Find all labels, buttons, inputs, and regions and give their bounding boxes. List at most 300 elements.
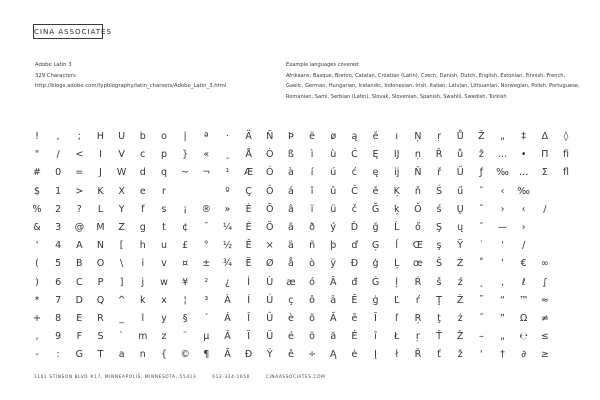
glyph-cell: À	[224, 294, 231, 306]
glyph-cell: ›	[500, 203, 505, 215]
glyph-cell: ƒ	[479, 167, 484, 179]
glyph-cell: w	[160, 276, 168, 288]
glyph-cell: ´	[203, 313, 209, 324]
glyph-cell: ş	[436, 240, 442, 252]
glyph-cell: á	[287, 185, 294, 197]
glyph-cell: Ē	[351, 294, 358, 306]
glyph-cell: A	[76, 240, 83, 252]
glyph-cell: Ā	[329, 276, 337, 288]
glyph-cell: '	[35, 240, 39, 252]
glyph-cell: ¢	[182, 222, 189, 233]
glyph-cell: ļ	[395, 276, 399, 288]
glyph-cell: W	[116, 167, 127, 179]
glyph-cell: Ê	[245, 240, 252, 252]
glyph-cell: k	[140, 294, 146, 306]
glyph-cell: _	[119, 313, 124, 324]
glyph-cell: z	[161, 331, 167, 343]
glyph-cell: Ð	[244, 349, 253, 361]
glyph-cell: ĳ	[394, 167, 400, 179]
glyph-cell: ŗ	[415, 331, 420, 343]
glyph-cell: P	[97, 276, 104, 288]
glyph-cell: ż	[457, 313, 463, 324]
glyph-cell: ¬	[202, 167, 211, 179]
glyph-cell: i	[141, 258, 145, 270]
glyph-cell: ˆ	[478, 185, 484, 197]
glyph-cell: C	[75, 276, 83, 288]
glyph-cell: é	[287, 331, 294, 343]
glyph-cell: N	[96, 240, 105, 252]
glyph-cell: ˘	[478, 222, 484, 233]
glyph-cell: &	[33, 222, 41, 233]
glyph-cell: þ	[330, 240, 337, 252]
glyph-cell: ë	[309, 131, 315, 142]
glyph-cell: ł	[395, 349, 399, 361]
glyph-cell: ℮	[519, 331, 528, 343]
glyph-cell: x	[161, 294, 167, 306]
glyph-cell: ~	[181, 167, 190, 179]
glyph-cell: 5	[55, 258, 62, 270]
glyph-cell: –	[478, 331, 484, 343]
glyph-cell: ß	[287, 149, 294, 161]
footer-address: 1101 STINSON BLVD #17, MINNEAPOLIS, MINNESOTA, 55413	[34, 375, 197, 380]
glyph-cell: Ž	[478, 131, 485, 142]
glyph-cell: ą	[351, 131, 358, 142]
glyph-cell: ˇ	[478, 203, 484, 215]
glyph-cell: ≤	[540, 331, 549, 343]
glyph-cell: Ő	[414, 203, 422, 215]
glyph-cell: ·	[225, 131, 229, 142]
glyph-cell: ć	[351, 167, 357, 179]
glyph-cell: )	[35, 276, 39, 288]
glyph-cell: /	[543, 203, 547, 215]
glyph-cell: Ğ	[371, 203, 380, 215]
glyph-cell: R	[97, 313, 104, 324]
glyph-cell: r	[162, 185, 166, 197]
glyph-cell: Ï	[247, 331, 250, 343]
glyph-cell: ¿	[224, 276, 230, 288]
glyph-cell: D	[75, 294, 83, 306]
glyph-cell: ³	[204, 294, 209, 306]
glyph-cell: ó	[309, 276, 315, 288]
glyph-cell: ù	[330, 149, 337, 161]
glyph-cell: Ż	[456, 294, 464, 306]
glyph-cell: /	[522, 240, 526, 252]
glyph-cell: °	[203, 240, 209, 252]
glyph-cell: Ă	[329, 313, 337, 324]
glyph-cell: ,	[35, 331, 39, 343]
glyph-cell: ˝	[478, 313, 484, 324]
glyph-cell: 0	[55, 167, 62, 179]
glyph-cell: ò	[309, 258, 315, 270]
glyph-cell: í	[310, 167, 314, 179]
glyph-cell: Ł	[394, 331, 400, 343]
glyph-cell: I	[99, 149, 102, 161]
glyph-cell: æ	[286, 276, 296, 288]
glyph-cell: ě	[372, 185, 379, 197]
glyph-cell: â	[287, 203, 294, 215]
glyph-cell: :	[56, 349, 60, 361]
glyph-cell: ˜	[478, 294, 484, 306]
glyph-cell: §	[182, 313, 188, 324]
glyph-cell: l	[141, 313, 145, 324]
glyph-cell: ¨	[182, 331, 188, 343]
glyph-cell: Ň	[414, 167, 422, 179]
glyph-cell: Į	[374, 349, 377, 361]
glyph-cell: ř	[437, 167, 441, 179]
glyph-cell: Ý	[266, 349, 273, 361]
glyph-cell: Y	[118, 203, 125, 215]
glyph-cell: ø	[330, 131, 337, 142]
glyph-cell: Ó	[266, 167, 274, 179]
glyph-cell: ĺ	[395, 240, 399, 252]
glyph-cell: ê	[287, 349, 294, 361]
glyph-cell: ī	[374, 331, 377, 343]
glyph-cell: X	[118, 185, 125, 197]
glyph-cell: Ę	[372, 149, 379, 161]
glyph-cell: Ÿ	[457, 240, 464, 252]
glyph-cell: Æ	[243, 167, 254, 179]
glyph-cell: Ö	[266, 222, 274, 233]
glyph-cell: (	[35, 258, 39, 270]
glyph-cell: ġ	[372, 294, 379, 306]
glyph-cell: B	[76, 258, 83, 270]
glyph-cell: ”	[500, 313, 505, 324]
glyph-cell: e	[139, 185, 146, 197]
glyph-cell: ň	[414, 185, 421, 197]
glyph-cell: ĕ	[372, 131, 379, 142]
glyph-cell: Ķ	[393, 185, 400, 197]
glyph-cell: —	[497, 222, 508, 233]
glyph-cell: Č	[351, 185, 358, 197]
glyph-cell: Ò	[266, 149, 274, 161]
glyph-cell: …	[497, 149, 508, 161]
glyph-cell: ‚	[501, 276, 505, 288]
languages-label: Example languages covered:	[286, 62, 360, 68]
glyph-cell: å	[287, 258, 294, 270]
glyph-cell: Í	[247, 294, 250, 306]
glyph-cell: 7	[55, 294, 62, 306]
glyph-cell: Z	[118, 222, 125, 233]
glyph-cell: Ì	[247, 276, 250, 288]
glyph-cell: “	[500, 294, 505, 306]
glyph-cell: ×	[265, 240, 274, 252]
glyph-cell: 1	[55, 185, 62, 197]
glyph-cell: ½	[222, 240, 233, 252]
glyph-cell: Ć	[351, 149, 358, 161]
glyph-cell: <	[75, 149, 84, 161]
glyph-cell: 4	[55, 240, 62, 252]
glyph-cell: Ŕ	[414, 276, 422, 288]
glyph-cell: ď	[351, 240, 358, 252]
glyph-cell: H	[96, 131, 105, 142]
glyph-cell: 2	[55, 203, 62, 215]
glyph-cell: K	[97, 185, 104, 197]
glyph-cell: Ú	[266, 294, 274, 306]
glyph-cell: S	[97, 331, 104, 343]
glyph-cell: ¤	[182, 258, 189, 270]
glyph-cell: Ś	[436, 185, 443, 197]
glyph-cell: d	[139, 167, 146, 179]
glyph-cell: ¯	[203, 222, 209, 233]
glyph-cell: 9	[55, 331, 62, 343]
glyph-cell: ŕ	[415, 294, 420, 306]
glyph-cell: Ä	[245, 131, 252, 142]
glyph-cell: L	[97, 203, 104, 215]
charset-name: Adobe Latin 3	[35, 62, 72, 68]
glyph-cell: ›	[521, 222, 526, 233]
glyph-cell: Å	[245, 149, 252, 161]
glyph-cell: Õ	[266, 203, 274, 215]
glyph-cell: ž	[478, 149, 484, 161]
glyph-cell: ņ	[414, 149, 421, 161]
glyph-cell: E	[76, 313, 83, 324]
glyph-cell: ²	[204, 276, 209, 288]
glyph-cell: «	[203, 149, 210, 161]
glyph-cell: È	[245, 203, 252, 215]
glyph-cell: Ļ	[394, 258, 400, 270]
glyph-cell: ú	[330, 167, 337, 179]
glyph-cell: ;	[77, 131, 81, 142]
glyph-cell: Ø	[266, 258, 274, 270]
glyph-cell: ü	[330, 203, 337, 215]
glyph-cell: q	[160, 167, 167, 179]
glyph-cell: Ģ	[371, 240, 380, 252]
glyph-cell: Δ	[541, 131, 549, 142]
glyph-cell: ķ	[393, 203, 400, 215]
glyph-cell: û	[330, 185, 337, 197]
glyph-cell: $	[33, 185, 41, 197]
glyph-cell: ã	[287, 222, 294, 233]
glyph-cell: m	[138, 331, 148, 343]
glyph-cell: ť	[437, 349, 441, 361]
glyph-cell: ˚	[478, 258, 484, 270]
glyph-cell: #	[33, 167, 41, 179]
footer-web[interactable]: CINAASSOCIATES.COM	[265, 375, 326, 380]
glyph-cell: ¼	[222, 222, 233, 233]
glyph-cell: Â	[224, 331, 231, 343]
glyph-cell: ‰	[517, 185, 531, 197]
glyph-cell: €	[520, 258, 527, 270]
glyph-cell: Ş	[436, 222, 443, 233]
glyph-cell: Ź	[456, 258, 464, 270]
glyph-cell: Σ	[541, 167, 548, 179]
glyph-cell: †	[500, 349, 505, 361]
glyph-cell: ¦	[183, 294, 187, 306]
glyph-cell: ,	[56, 131, 60, 142]
glyph-cell: ģ	[372, 258, 379, 270]
glyph-cell: M	[96, 222, 105, 233]
glyph-cell: Ĳ	[393, 149, 400, 161]
glyph-cell: V	[118, 149, 125, 161]
glyph-cell: ≠	[540, 313, 549, 324]
glyph-cell: Œ	[412, 240, 423, 252]
glyph-cell: h	[139, 240, 146, 252]
glyph-cell: ¶	[203, 349, 210, 361]
glyph-cell: Ř	[435, 149, 443, 161]
charset-count: 329 Characters	[35, 72, 76, 79]
glyph-cell: ç	[288, 294, 294, 306]
glyph-cell: ð	[309, 222, 315, 233]
glyph-cell: "	[34, 149, 40, 161]
glyph-cell: Ů	[456, 131, 464, 142]
glyph-cell: š	[436, 276, 442, 288]
glyph-cell: ℓ	[521, 276, 526, 288]
glyph-cell: ◊	[563, 131, 569, 142]
glyph-cell: ē	[351, 313, 358, 324]
glyph-cell: b	[139, 131, 146, 142]
glyph-cell: a	[118, 349, 125, 361]
glyph-cell: õ	[309, 313, 315, 324]
charset-url[interactable]: http://blogs.adobe.com/typblography/latin_charsets/Adobe_Latin_3.html	[35, 83, 227, 89]
glyph-cell: ‰	[496, 167, 509, 179]
glyph-cell: Ω	[520, 313, 528, 324]
glyph-cell: *	[34, 294, 40, 306]
glyph-cell: Ť	[436, 331, 442, 343]
glyph-cell: ź	[457, 276, 463, 288]
glyph-cell: >	[75, 185, 84, 197]
glyph-cell: !	[35, 131, 39, 142]
glyph-cell: v	[161, 258, 167, 270]
glyph-cell: y	[161, 313, 167, 324]
glyph-cell: p	[160, 149, 167, 161]
glyph-cell: œ	[413, 258, 423, 270]
glyph-cell: '	[501, 258, 504, 270]
glyph-cell: ≈	[540, 294, 549, 306]
glyph-cell: £	[182, 240, 189, 252]
glyph-cell: ő	[414, 222, 421, 233]
glyph-cell: Ù	[266, 276, 274, 288]
glyph-cell: è	[287, 313, 294, 324]
glyph-cell: ę	[372, 167, 379, 179]
glyph-cell: c	[140, 149, 146, 161]
glyph-cell: %	[32, 203, 42, 215]
glyph-cell: ¡	[183, 203, 188, 215]
glyph-cell: f	[141, 203, 145, 215]
glyph-cell: ì	[310, 149, 314, 161]
glyph-cell: Ŗ	[414, 313, 422, 324]
glyph-cell: ô	[309, 294, 315, 306]
glyph-cell: Î	[247, 313, 250, 324]
glyph-cell: ®	[201, 203, 212, 215]
glyph-cell: Ľ	[394, 294, 400, 306]
glyph-cell: U	[118, 131, 126, 142]
glyph-cell: ų	[457, 222, 464, 233]
glyph-cell: ğ	[372, 222, 379, 233]
glyph-cell: ţ	[437, 313, 441, 324]
glyph-cell: ≥	[540, 349, 549, 361]
glyph-cell: ]	[119, 276, 124, 288]
glyph-cell: Þ	[288, 131, 294, 142]
glyph-cell: ý	[330, 222, 337, 233]
glyph-cell: T	[97, 349, 104, 361]
glyph-cell: |	[183, 131, 187, 142]
footer-phone: 612-324-1650	[212, 375, 250, 380]
glyph-cell: u	[160, 240, 167, 252]
glyph-cell: đ	[351, 276, 358, 288]
glyph-cell: \	[120, 258, 124, 270]
glyph-cell: =	[75, 167, 84, 179]
glyph-cell: ā	[330, 294, 337, 306]
glyph-cell: ¸	[225, 149, 230, 161]
glyph-cell: ª	[204, 131, 209, 142]
glyph-cell: à	[287, 167, 294, 179]
glyph-cell: O	[96, 258, 105, 270]
glyph-cell: +	[33, 313, 41, 324]
glyph-cell: ?	[76, 203, 82, 215]
glyph-cell: Ţ	[436, 294, 442, 306]
glyph-cell: Ã	[224, 349, 231, 361]
glyph-cell: j	[141, 276, 145, 288]
glyph-cell: ±	[202, 258, 211, 270]
glyph-cell: -	[35, 349, 39, 361]
glyph-cell: …	[518, 167, 529, 179]
glyph-cell: `	[119, 331, 124, 343]
glyph-cell: '	[480, 349, 483, 361]
glyph-cell: Ř	[414, 349, 422, 361]
glyph-cell: F	[76, 331, 83, 343]
glyph-cell: É	[245, 222, 252, 233]
languages-list: Afrikaans, Basque, Breton, Catalan, Croatian (Latin), Czech, Danish, Dutch, English, Estonian, Finnish, French, Gaelic, German, Hungarian, Icelandic, Indonesian, Irish, Italian, Latvian, Lithuanian, Norwegian, Polish, Portuguese, Romanian, Sami, Serbian (Latin), Slovak, Slovenian, Spanish, Swahili, Swedish, Turkish	[286, 72, 580, 100]
glyph-cell: ă	[330, 331, 337, 343]
glyph-cell: Ű	[456, 167, 464, 179]
glyph-cell: ∞	[540, 258, 549, 270]
glyph-cell: fl	[563, 167, 569, 179]
glyph-cell: s	[161, 203, 167, 215]
glyph-cell: Ñ	[266, 131, 274, 142]
glyph-cell: G	[75, 349, 83, 361]
glyph-cell: ľ	[394, 313, 399, 324]
glyph-cell: ů	[457, 149, 464, 161]
glyph-cell: Ç	[245, 185, 252, 197]
glyph-cell: ˙	[478, 240, 484, 252]
glyph-cell: ä	[287, 240, 294, 252]
glyph-cell: »	[224, 203, 231, 215]
glyph-cell: Û	[266, 313, 274, 324]
glyph-cell: Đ	[350, 258, 359, 270]
glyph-cell: 8	[55, 313, 62, 324]
glyph-cell: Ĺ	[394, 222, 400, 233]
glyph-cell: ž	[457, 349, 463, 361]
logo: CINA ASSOCIATES	[33, 24, 103, 39]
glyph-cell: ı	[395, 131, 399, 142]
glyph-cell: Q	[96, 294, 105, 306]
glyph-cell: ™	[518, 294, 529, 306]
glyph-cell: n	[139, 349, 146, 361]
glyph-cell: Ą	[329, 349, 337, 361]
glyph-cell: µ	[203, 331, 210, 343]
footer	[34, 375, 339, 380]
glyph-cell: ©	[180, 349, 190, 361]
glyph-cell: „	[500, 331, 505, 343]
glyph-cell: {	[160, 349, 167, 361]
glyph-cell: Ī	[374, 313, 377, 324]
glyph-cell: t	[162, 222, 166, 233]
glyph-cell: @	[74, 222, 85, 233]
glyph-cell: ‹	[521, 203, 526, 215]
glyph-cell: ï	[310, 203, 314, 215]
glyph-cell: Ď	[350, 222, 359, 233]
glyph-cell: º	[225, 185, 230, 197]
glyph-cell: ¹	[225, 167, 230, 179]
glyph-cell: ñ	[309, 240, 316, 252]
glyph-cell: g	[139, 222, 146, 233]
glyph-cell: }	[182, 149, 189, 161]
glyph-cell: ‹	[500, 185, 505, 197]
glyph-cell: 3	[55, 222, 62, 233]
glyph-cell: ^	[117, 294, 126, 306]
glyph-cell: ∫	[542, 276, 548, 288]
glyph-cell: /	[56, 149, 60, 161]
